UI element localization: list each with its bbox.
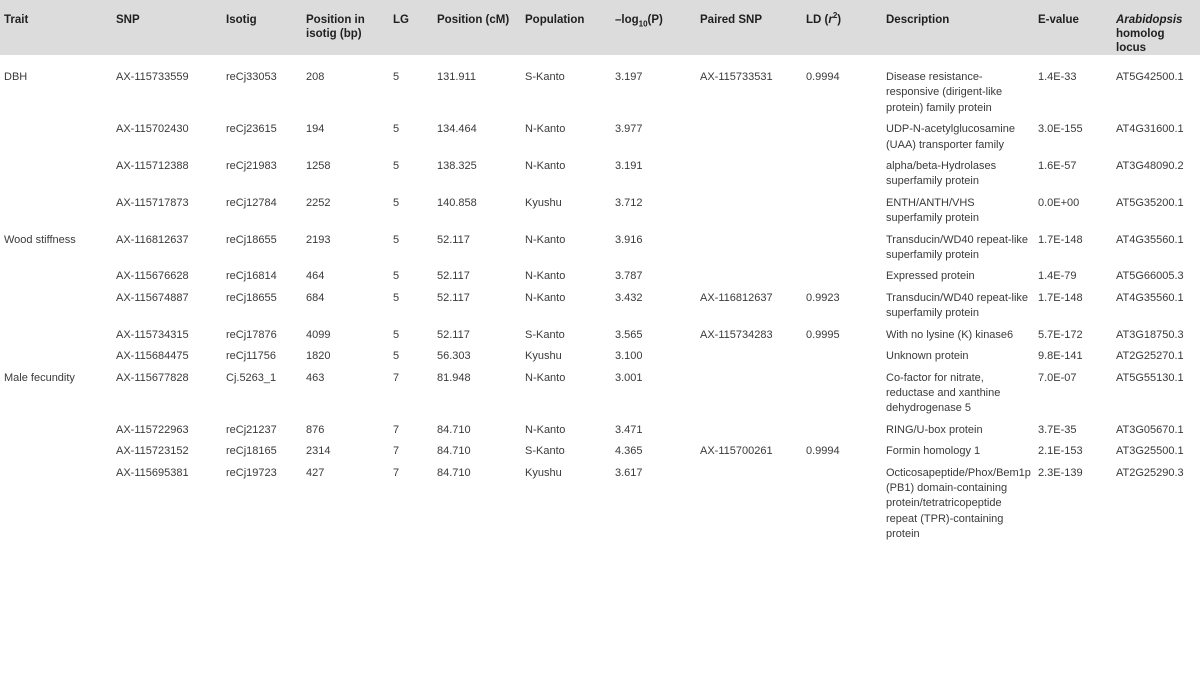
evalue-cell: 1.7E-148 [1038,291,1083,304]
paired-snp-cell: AX-115700261 [700,445,773,458]
isotig-cell: reCj19723 [226,466,277,479]
locus-cell: AT5G55130.1 [1116,371,1184,384]
header-arabidopsis-locus [1112,0,1200,55]
locus-cell: AT4G35560.1 [1116,291,1184,304]
header-population: Population [525,14,585,26]
lg-cell: 5 [393,71,400,83]
position-cm-cell: 52.117 [437,233,470,246]
header-arabidopsis-word: Arabidopsis [1116,14,1183,26]
position-cm-cell: 84.710 [437,423,471,436]
population-cell: Kyushu [525,466,562,479]
ld-cell [802,269,882,290]
logp-cell: 3.432 [615,291,643,304]
header-ld-superscript: 2 [832,11,838,21]
header-lg: LG [393,14,409,26]
lg-cell: 5 [393,123,400,136]
evalue-cell: 2.1E-153 [1038,445,1083,458]
header-snp: SNP [116,14,140,26]
header-logp [611,0,696,55]
header-ld [802,0,882,55]
isotig-cell: reCj18655 [226,291,277,304]
population-cell: N-Kanto [525,371,566,384]
position-bp-cell: 1258 [306,160,331,173]
snp-cell: AX-115717873 [116,196,189,209]
isotig-cell: reCj33053 [226,71,277,83]
description-cell: Octicosapeptide/Phox/Bem1p (PB1) domain-containing protein/tetratricopeptide repeat (TPR)-containing protein [886,466,1031,541]
position-bp-cell: 684 [306,291,325,304]
isotig-cell: reCj21237 [226,423,277,436]
evalue-cell: 1.6E-57 [1038,160,1077,173]
paired-snp-cell [696,122,802,159]
ld-cell: 0.9995 [806,328,840,341]
trait-cell [0,122,112,159]
description-cell: Transducin/WD40 repeat-like superfamily protein [886,233,1029,262]
ld-cell [802,371,882,423]
table-row [0,371,1200,423]
logp-cell: 3.100 [615,350,643,363]
locus-cell: AT3G25500.1 [1116,445,1184,458]
ld-cell: 0.9994 [806,445,840,458]
isotig-cell: reCj16814 [226,270,277,283]
population-cell: N-Kanto [525,123,566,136]
locus-cell: AT2G25290.3 [1116,466,1184,479]
population-cell: N-Kanto [525,160,566,173]
isotig-cell: reCj11756 [226,350,276,363]
position-cm-cell: 140.858 [437,196,477,209]
snp-cell: AX-115684475 [116,350,189,363]
header-trait: Trait [4,14,29,26]
position-bp-cell: 464 [306,270,325,283]
snp-cell: AX-115702430 [116,123,189,136]
lg-cell: 5 [393,160,400,173]
population-cell: N-Kanto [525,291,566,304]
header-logp-subscript: 10 [638,19,648,29]
position-bp-cell: 4099 [306,328,331,341]
snp-cell: AX-115676628 [116,270,189,283]
population-cell: N-Kanto [525,233,566,246]
lg-cell: 5 [393,270,400,283]
isotig-cell: Cj.5263_1 [226,371,277,384]
table-row [0,444,1200,465]
position-cm-cell: 84.710 [437,445,471,458]
logp-cell: 3.001 [615,371,643,384]
header-evalue: E-value [1038,14,1079,26]
population-cell: Kyushu [525,350,562,363]
header-paired-snp: Paired SNP [700,14,762,26]
trait-cell [0,328,112,349]
position-bp-cell: 463 [306,371,325,384]
trait-cell [0,349,112,370]
population-cell: N-Kanto [525,423,566,436]
position-bp-cell: 427 [306,466,325,479]
lg-cell: 7 [393,466,400,479]
evalue-cell: 0.0E+00 [1038,196,1080,209]
header-logp-suffix: (P) [647,14,663,26]
isotig-cell: reCj21983 [226,160,277,173]
locus-cell: AT4G35560.1 [1116,233,1184,246]
evalue-cell: 2.3E-139 [1038,466,1083,479]
snp-cell: AX-116812637 [116,233,189,246]
isotig-cell: reCj12784 [226,196,277,209]
logp-cell: 3.471 [615,423,643,436]
header-ld-text: LD ( [806,14,829,26]
header-isotig: Isotig [226,14,257,26]
trait-cell: Wood stiffness [4,233,76,246]
population-cell: Kyushu [525,196,562,209]
position-cm-cell: 56.303 [437,350,471,363]
trait-cell [0,423,112,444]
table-row [0,55,1200,122]
position-cm-cell: 52.117 [437,328,470,341]
header-row [0,0,1200,55]
snp-cell: AX-115722963 [116,423,189,436]
isotig-cell: reCj23615 [226,123,277,136]
trait-cell [0,159,112,196]
locus-cell: AT5G35200.1 [1116,196,1184,209]
table-row [0,122,1200,159]
header-ld-r: r [828,14,833,26]
lg-cell: 5 [393,233,400,246]
lg-cell: 7 [393,423,400,436]
evalue-cell: 5.7E-172 [1038,328,1083,341]
table-row [0,233,1200,270]
paired-snp-cell [696,349,802,370]
trait-cell: Male fecundity [4,371,75,384]
ld-cell [802,196,882,233]
lg-cell: 7 [393,445,400,458]
paired-snp-cell [696,269,802,290]
evalue-cell: 1.4E-33 [1038,71,1077,83]
table-row [0,328,1200,349]
description-cell: Unknown protein [886,350,969,363]
locus-cell: AT3G18750.3 [1116,328,1184,341]
lg-cell: 5 [393,350,400,363]
evalue-cell: 7.0E-07 [1038,371,1077,384]
snp-cell: AX-115734315 [116,328,189,341]
isotig-cell: reCj18655 [226,233,277,246]
position-bp-cell: 876 [306,423,325,436]
evalue-cell: 1.4E-79 [1038,270,1077,283]
description-cell: With no lysine (K) kinase6 [886,328,1014,341]
snp-cell: AX-115674887 [116,291,189,304]
paired-snp-cell: AX-115733531 [700,71,773,83]
paired-snp-cell [696,196,802,233]
ld-cell: 0.9994 [806,71,840,83]
table-row [0,269,1200,290]
locus-cell: AT3G48090.2 [1116,160,1184,173]
paired-snp-cell [696,466,802,549]
locus-cell: AT5G66005.3 [1116,270,1184,283]
evalue-cell: 9.8E-141 [1038,350,1083,363]
logp-cell: 3.916 [615,233,643,246]
description-cell: Co-factor for nitrate, reductase and xanthine dehydrogenase 5 [886,371,1001,415]
trait-cell [0,291,112,328]
position-bp-cell: 2314 [306,445,331,458]
description-cell: Transducin/WD40 repeat-like superfamily protein [886,291,1029,320]
logp-cell: 3.617 [615,466,643,479]
description-cell: alpha/beta-Hydrolases superfamily protein [886,160,997,188]
header-ld-suffix: ) [837,14,842,26]
position-bp-cell: 2193 [306,233,331,246]
description-cell: UDP-N-acetylglucosamine (UAA) transporter family [886,123,1015,151]
ld-cell [802,159,882,196]
locus-cell: AT5G42500.1 [1116,71,1184,83]
table-row [0,159,1200,196]
trait-cell [0,444,112,465]
evalue-cell: 3.0E-155 [1038,123,1083,136]
snp-cell: AX-115733559 [116,71,189,83]
locus-cell: AT4G31600.1 [1116,123,1184,136]
position-cm-cell: 52.117 [437,291,470,304]
position-bp-cell: 208 [306,71,325,83]
isotig-cell: reCj18165 [226,445,277,458]
paired-snp-cell [696,371,802,423]
ld-cell [802,349,882,370]
locus-cell: AT2G25270.1 [1116,350,1184,363]
lg-cell: 7 [393,371,400,384]
ld-cell [802,233,882,270]
population-cell: S-Kanto [525,71,565,83]
position-cm-cell: 52.117 [437,270,470,283]
population-cell: S-Kanto [525,445,565,458]
locus-cell: AT3G05670.1 [1116,423,1184,436]
header-logp-text: –log [615,14,639,26]
trait-cell [0,196,112,233]
position-bp-cell: 194 [306,123,325,136]
trait-cell [0,466,112,549]
snp-cell: AX-115712388 [116,160,189,173]
paired-snp-cell [696,159,802,196]
evalue-cell: 3.7E-35 [1038,423,1077,436]
ld-cell [802,423,882,444]
description-cell: Formin homology 1 [886,445,981,458]
ld-cell [802,122,882,159]
description-cell: ENTH/ANTH/VHS superfamily protein [886,196,979,225]
lg-cell: 5 [393,291,400,304]
isotig-cell: reCj17876 [226,328,277,341]
snp-cell: AX-115695381 [116,466,189,479]
paired-snp-cell: AX-116812637 [700,291,773,304]
evalue-cell: 1.7E-148 [1038,233,1083,246]
header-position-isotig: Position in isotig (bp) [306,14,365,40]
header-description: Description [886,14,950,26]
table-row [0,196,1200,233]
trait-cell [0,269,112,290]
description-cell: Disease resistance-responsive (dirigent-like protein) family protein [886,71,1003,114]
lg-cell: 5 [393,328,400,341]
position-cm-cell: 81.948 [437,371,471,384]
table-row [0,423,1200,444]
position-bp-cell: 2252 [306,196,331,209]
logp-cell: 3.977 [615,123,643,136]
position-bp-cell: 1820 [306,350,331,363]
header-locus-word: homolog locus [1116,28,1165,54]
ld-cell [802,466,882,549]
logp-cell: 3.197 [615,71,643,83]
logp-cell: 3.191 [615,160,643,173]
logp-cell: 4.365 [615,445,643,458]
position-cm-cell: 84.710 [437,466,471,479]
header-position-cm: Position (cM) [437,14,510,26]
snp-cell: AX-115723152 [116,445,189,458]
table-row [0,466,1200,549]
description-cell: Expressed protein [886,270,975,283]
population-cell: N-Kanto [525,270,566,283]
population-cell: S-Kanto [525,328,565,341]
position-cm-cell: 131.911 [437,71,476,83]
snp-cell: AX-115677828 [116,371,189,384]
paired-snp-cell: AX-115734283 [700,328,773,341]
description-cell: RING/U-box protein [886,423,983,436]
logp-cell: 3.565 [615,328,643,341]
table-row [0,291,1200,328]
position-cm-cell: 134.464 [437,123,477,136]
lg-cell: 5 [393,196,400,209]
table-row [0,349,1200,370]
logp-cell: 3.712 [615,196,643,209]
position-cm-cell: 138.325 [437,160,477,173]
ld-cell: 0.9923 [806,291,840,304]
logp-cell: 3.787 [615,270,643,283]
paired-snp-cell [696,233,802,270]
paired-snp-cell [696,423,802,444]
trait-cell: DBH [4,71,28,83]
